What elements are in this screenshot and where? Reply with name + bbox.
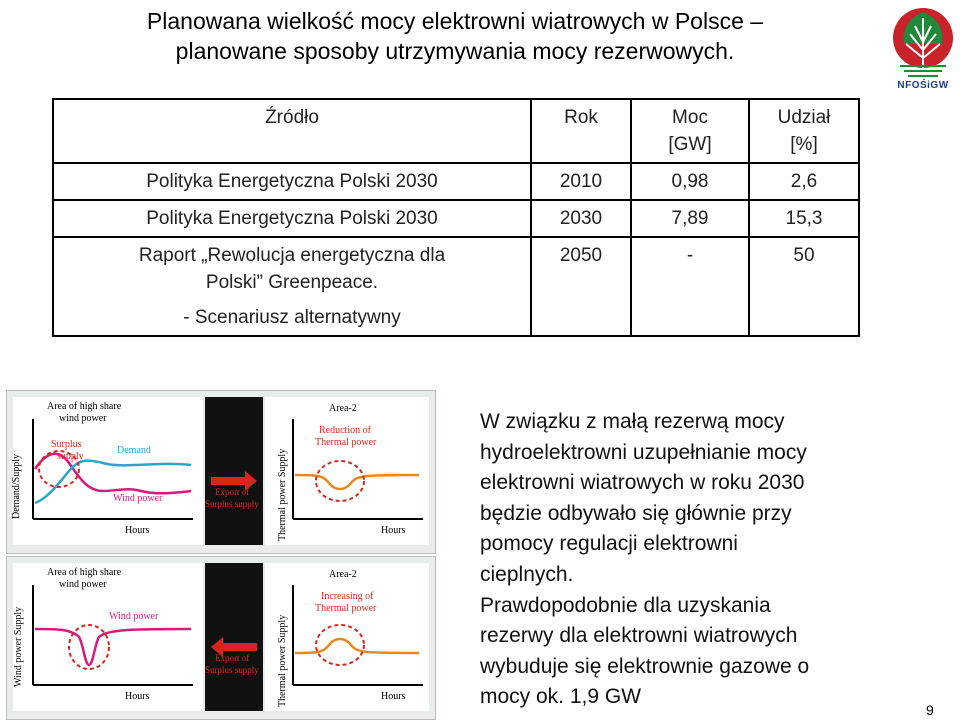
diagram1-left-ylabel: Demand/Supply [11,454,22,519]
nfosigw-logo [890,4,956,94]
diagram2-left-ylabel: Wind power Supply [13,606,24,687]
diagram1-area1-label: Area of high share [47,401,122,412]
title-line-2: planowane sposoby utrzymywania mocy rezerwowych. [175,38,735,64]
diagram1-wind-label: Wind power [113,493,163,504]
diagram1-right-xlabel: Hours [381,525,406,536]
cell-year: 2030 [531,200,631,237]
diagram1-left-xlabel: Hours [125,525,150,536]
cell-share: 15,3 [749,200,859,237]
diagram-increase-thermal [6,556,436,720]
diagram1-demand-label: Demand [117,445,151,456]
page-number: 9 [926,702,934,718]
diagram1-right-frame [265,397,429,545]
table-header-row [53,99,859,163]
cell-source-line-2: Polski” Greenpeace. [205,272,379,293]
diagram-export-surplus [6,390,436,554]
slide-title [40,6,870,66]
cell-source: Polityka Energetyczna Polski 2030 [53,200,531,237]
note-line: będzie odbywało się głównie przy [480,501,792,525]
header-power-line-2: [GW] [668,134,712,155]
diagram1-area1-label-2: wind power [59,413,107,424]
note-line: rezerwy dla elektrowni wiatrowych [480,624,798,648]
diagram2-effect-label-2: Thermal power [315,603,377,614]
cell-power: 7,89 [631,200,749,237]
diagram2-area2-label: Area-2 [329,569,357,580]
diagram1-effect-label: Reduction of [319,425,371,436]
logo-emblem-icon [890,4,956,80]
header-share [749,99,859,163]
diagram2-left-xlabel: Hours [125,691,150,702]
note-line: mocy ok. 1,9 GW [480,685,642,709]
header-share-line-2: [%] [790,134,818,155]
note-line: hydroelektrowni uzupełnianie mocy [480,440,807,464]
diagram2-export-label: Export of [215,653,250,663]
diagram1-surplus-label: Surplus [51,439,82,450]
cell-year: 2010 [531,163,631,200]
diagram1-effect-label-2: Thermal power [315,437,377,448]
header-share-line-1: Udział [777,107,831,128]
cell-power: - [631,237,749,336]
cell-source-line-1: Raport „Rewolucja energetyczna dla [138,245,446,266]
logo-text: NFOŚiGW [897,80,949,91]
table-row [53,200,859,237]
cell-power: 0,98 [631,163,749,200]
cell-share: 2,6 [749,163,859,200]
diagram1-export-label: Export of [215,487,250,497]
diagram2-left-frame [13,563,203,711]
diagram1-left-frame [13,397,203,545]
header-power-line-1: Moc [672,107,708,128]
diagram2-wind-label: Wind power [109,611,159,622]
diagram2-export-label-2: Surplus supply [205,665,259,675]
cell-share: 50 [749,237,859,336]
note-line: Prawdopodobnie dla uzyskania [480,593,771,617]
note-line: cieplnych. [480,562,574,586]
diagram1-export-label-2: Surplus supply [205,499,259,509]
cell-source-line-3: - Scenariusz alternatywny [183,307,401,328]
note-line: wybuduje się elektrownie gazowe o [480,654,810,678]
diagram1-right-ylabel: Thermal power Supply [277,448,288,541]
wind-power-table [52,98,860,337]
diagram1-surplus-label-2: supply [57,451,84,462]
diagram2-right-frame [265,563,429,711]
diagram2-right-ylabel: Thermal power Supply [277,614,288,707]
header-year: Rok [531,99,631,163]
diagram2-right-xlabel: Hours [381,691,406,702]
diagram1-export-box [205,397,263,545]
header-source: Źródło [53,99,531,163]
diagram1-area2-label: Area-2 [329,403,357,414]
header-power [631,99,749,163]
cell-source [53,237,531,336]
diagram2-area1-label: Area of high share [47,567,122,578]
diagram2-export-box [205,563,263,711]
table-row [53,163,859,200]
explanation-text [480,407,900,713]
note-line: elektrowni wiatrowych w roku 2030 [480,471,805,495]
note-line: W związku z małą rezerwą mocy [480,410,785,433]
diagram2-area1-label-2: wind power [59,579,107,590]
cell-year: 2050 [531,237,631,336]
note-line: pomocy regulacji elektrowni [480,532,738,556]
diagram2-effect-label: Increasing of [321,591,374,602]
table-row [53,237,859,336]
cell-source: Polityka Energetyczna Polski 2030 [53,163,531,200]
title-line-1: Planowana wielkość mocy elektrowni wiatrowych w Polsce – [146,8,764,34]
